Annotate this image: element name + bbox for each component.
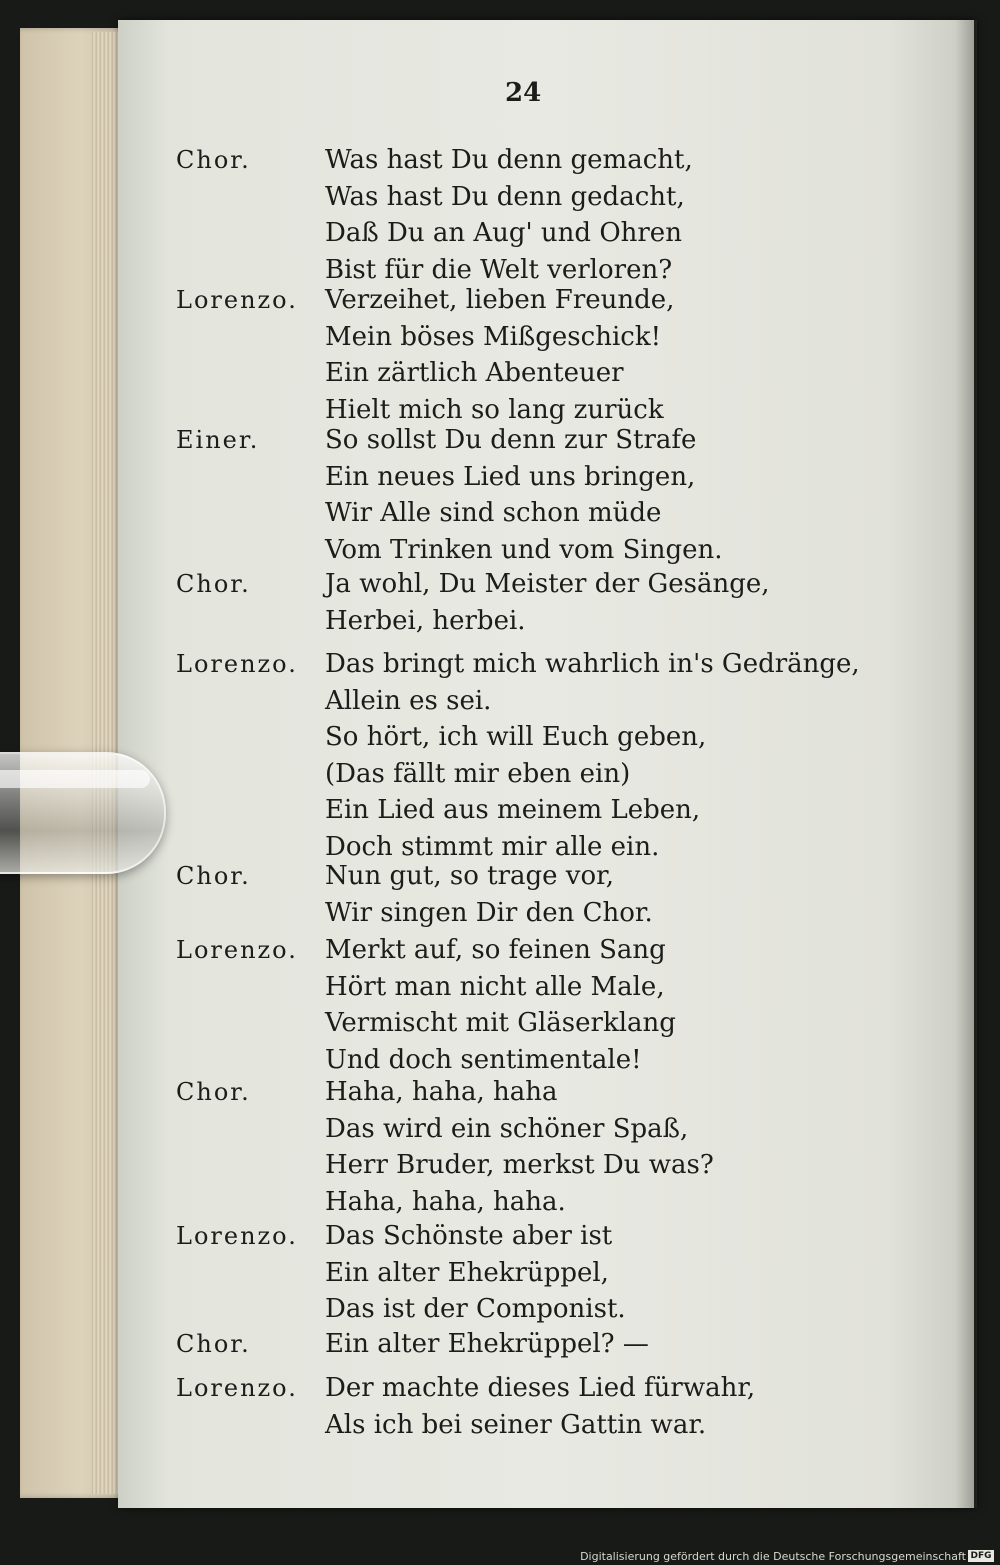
speaker-name: Einer. <box>176 426 260 454</box>
speaker-name: Chor. <box>176 1330 251 1358</box>
verse-line: Was hast Du denn gemacht, <box>325 145 693 175</box>
verse-line: Herbei, herbei. <box>325 605 526 636</box>
footer-credit: Digitalisierung gefördert durch die Deutsche Forschungsgemeinschaft <box>580 1550 966 1563</box>
verse-line: Als ich bei seiner Gattin war. <box>325 1409 707 1440</box>
verse-line: Das wird ein schöner Spaß, <box>325 1113 689 1144</box>
verse-line: Ja wohl, Du Meister der Gesänge, <box>325 569 770 599</box>
verse-line: Mein böses Mißgeschick! <box>325 321 662 352</box>
verse-line: Hielt mich so lang zurück <box>325 394 664 425</box>
verse-lines <box>325 422 885 568</box>
speaker-name: Chor. <box>176 1078 251 1106</box>
verse-line: Doch stimmt mir alle ein. <box>325 831 660 862</box>
verse-line: Verzeihet, lieben Freunde, <box>325 285 675 315</box>
verse-line: Herr Bruder, merkst Du was? <box>325 1150 714 1180</box>
verse-lines <box>325 858 885 931</box>
verse-lines <box>325 1074 885 1220</box>
verse-lines <box>325 142 885 288</box>
verse-lines <box>325 646 885 865</box>
verse-line: Ein alter Ehekrüppel, <box>325 1257 609 1288</box>
verse-line: Der machte dieses Lied fürwahr, <box>325 1373 756 1403</box>
page-number: 24 <box>505 78 542 108</box>
dfg-logo: DFG <box>968 1550 994 1562</box>
verse-line: Daß Du an Aug' und Ohren <box>325 218 682 248</box>
verse-line: Nun gut, so trage vor, <box>325 861 614 891</box>
verse-line: Ein neues Lied uns bringen, <box>325 461 696 492</box>
verse-lines <box>325 282 885 428</box>
verse-line: Hört man nicht alle Male, <box>325 971 665 1002</box>
speaker-name: Lorenzo. <box>176 936 298 964</box>
verse-lines <box>325 566 885 639</box>
verse-line: Merkt auf, so feinen Sang <box>325 935 666 965</box>
verse-line: Vom Trinken und vom Singen. <box>325 534 723 565</box>
verse-line: Das Schönste aber ist <box>325 1221 613 1251</box>
verse-line: So sollst Du denn zur Strafe <box>325 425 697 455</box>
verse-line: Das bringt mich wahrlich in's Gedränge, <box>325 649 860 679</box>
speaker-name: Lorenzo. <box>176 1222 298 1250</box>
verse-line: Ein zärtlich Abenteuer <box>325 358 624 388</box>
verse-line: Haha, haha, haha <box>325 1077 558 1107</box>
speaker-name: Chor. <box>176 146 251 174</box>
verse-line: Allein es sei. <box>325 685 492 716</box>
speaker-name: Chor. <box>176 570 251 598</box>
verse-line: Das ist der Componist. <box>325 1294 626 1324</box>
glass-clip-highlight <box>0 770 150 788</box>
verse-line: Haha, haha, haha. <box>325 1186 566 1217</box>
speaker-name: Lorenzo. <box>176 1374 298 1402</box>
verse-line: Bist für die Welt verloren? <box>325 254 673 285</box>
verse-line: Ein alter Ehekrüppel? — <box>325 1329 649 1359</box>
verse-lines <box>325 932 885 1078</box>
verse-line: (Das fällt mir eben ein) <box>325 758 631 789</box>
verse-lines <box>325 1326 885 1363</box>
page-gutter-shadow <box>955 20 977 1508</box>
verse-lines <box>325 1218 885 1328</box>
verse-lines <box>325 1370 885 1443</box>
verse-line: Vermischt mit Gläserklang <box>325 1008 676 1038</box>
speaker-name: Lorenzo. <box>176 286 298 314</box>
verse-line: So hört, ich will Euch geben, <box>325 722 707 752</box>
speaker-name: Chor. <box>176 862 251 890</box>
verse-line: Und doch sentimentale! <box>325 1044 642 1075</box>
verse-line: Wir Alle sind schon müde <box>325 498 662 528</box>
verse-line: Ein Lied aus meinem Leben, <box>325 795 701 825</box>
speaker-name: Lorenzo. <box>176 650 298 678</box>
verse-line: Was hast Du denn gedacht, <box>325 181 685 212</box>
verse-line: Wir singen Dir den Chor. <box>325 897 653 928</box>
